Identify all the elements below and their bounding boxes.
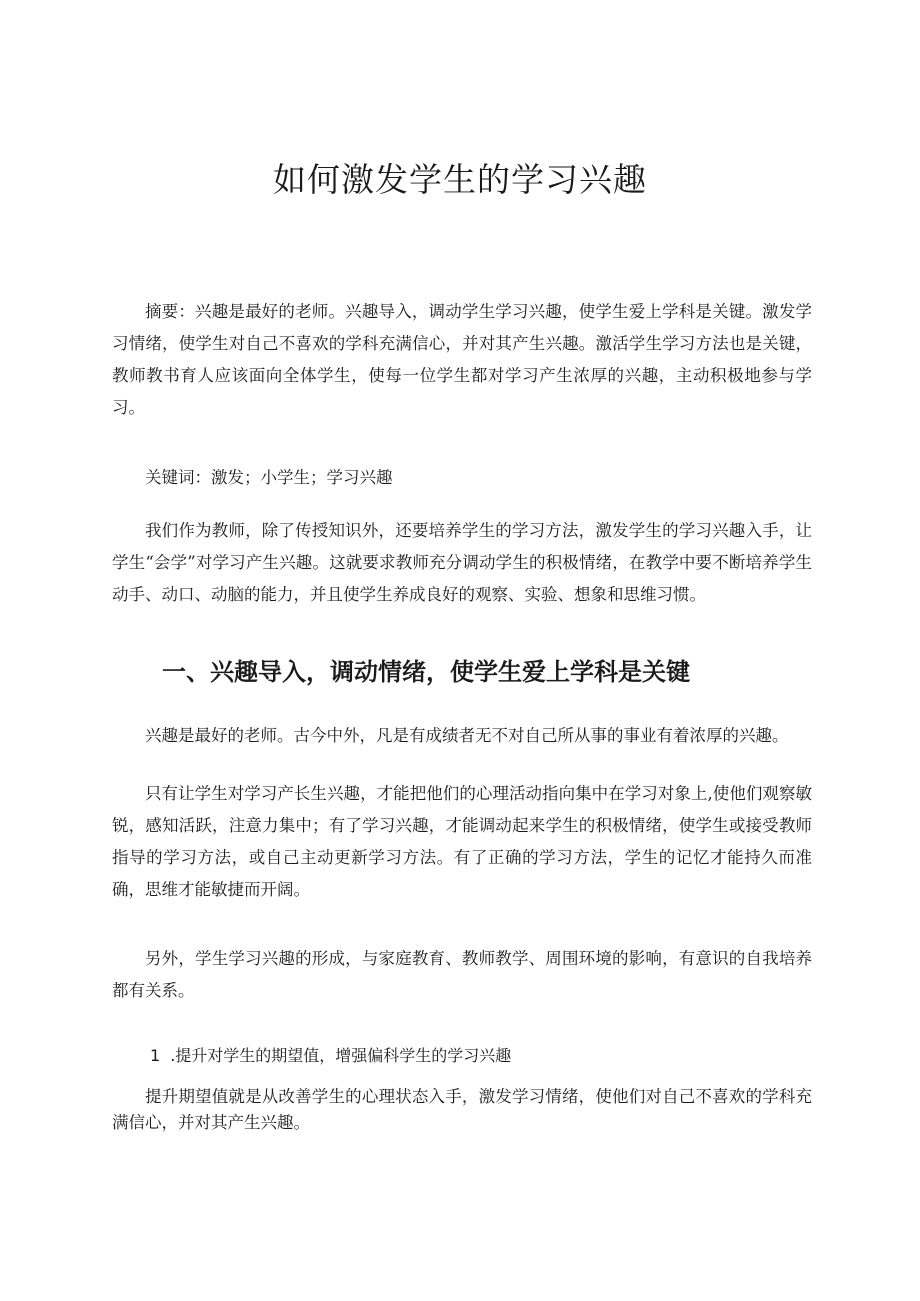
abstract-paragraph: 摘要：兴趣是最好的老师。兴趣导入，调动学生学习兴趣，使学生爱上学科是关键。激发学习情绪，使学生对自己不喜欢的学科充满信心，并对其产生兴趣。激活学生学习方法也是关键，教师教书育人应该面向全体学生，使每一位学生都对学习产生浓厚的兴趣，主动积极地参与学习。 — [112, 302, 812, 417]
subsection-title: .提升对学生的期望值，增强偏科学生的学习兴趣 — [170, 1046, 512, 1065]
body-paragraph: 另外，学生学习兴趣的形成，与家庭教育、教师教学、周围环境的影响，有意识的自我培养都有关系。 — [112, 949, 812, 1000]
document-title: 如何激发学生的学习兴趣 — [273, 160, 647, 199]
subsection-heading — [150, 1041, 511, 1071]
intro-paragraph: 我们作为教师，除了传授知识外，还要培养学生的学习方法，激发学生的学习兴趣入手，让学生“会学”对学习产生兴趣。这就要求教师充分调动学生的积极情绪，在教学中要不断培养学生动手、动口、动脑的能力，并且使学生养成良好的观察、实验、想象和思维习惯。 — [112, 521, 812, 604]
body-paragraph: 兴趣是最好的老师。古今中外，凡是有成绩者无不对自己所从事的事业有着浓厚的兴趣。 — [145, 726, 789, 745]
body-paragraph: 只有让学生对学习产长生兴趣，才能把他们的心理活动指向集中在学习对象上,使他们观察敏锐，感知活跃，注意力集中；有了学习兴趣，才能调动起来学生的积极情绪，使学生或接受教师指导的学习方法，或自己主动更新学习方法。有了正确的学习方法，学生的记忆才能持久而准确，思维才能敏捷而开阔。 — [112, 784, 812, 899]
subsection-number: 1 — [150, 1046, 161, 1065]
body-paragraph: 提升期望值就是从改善学生的心理状态入手，激发学习情绪，使他们对自己不喜欢的学科充满信心，并对其产生兴趣。 — [112, 1087, 812, 1132]
section-heading: 一、兴趣导入，调动情绪，使学生爱上学科是关键 — [162, 658, 690, 686]
keywords-line: 关键词：激发；小学生；学习兴趣 — [145, 468, 393, 487]
